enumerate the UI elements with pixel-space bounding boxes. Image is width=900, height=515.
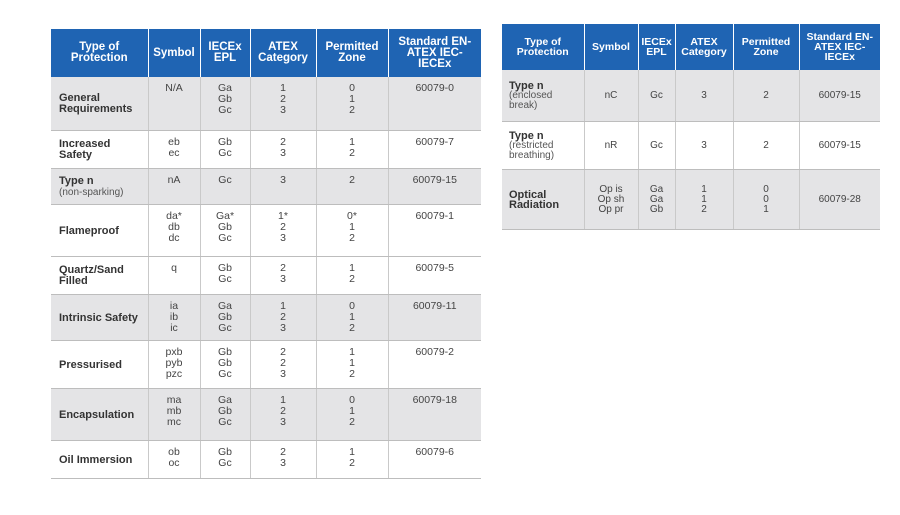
atex-category-cell: [250, 340, 316, 388]
protection-type-name: Encapsulation: [59, 408, 135, 421]
symbol-value: nC: [604, 90, 618, 102]
epl-value: Gb: [217, 356, 232, 369]
permitted-zone-value: 1: [763, 204, 769, 215]
protection-type-cell: [51, 440, 148, 478]
atex-category-cell: [250, 294, 316, 340]
standard-cell: 60079-15: [799, 121, 880, 169]
atex-category-value: 2: [280, 93, 286, 105]
epl-value: Gb: [217, 93, 232, 105]
standard-cell: 60079-2: [388, 340, 481, 388]
protection-type-cell: [502, 169, 584, 229]
symbol-value: db: [168, 220, 180, 233]
symbol-value: ic: [170, 321, 178, 334]
protection-type-name: Type n: [509, 130, 544, 142]
atex-category-value: 1: [280, 82, 286, 94]
header-symbol: Symbol: [584, 24, 638, 70]
epl-value: Gc: [218, 146, 232, 159]
atex-category-value: 3: [280, 173, 286, 186]
protection-type-cell: [502, 121, 584, 169]
protection-types-table: [51, 29, 481, 479]
atex-category-value: 2: [280, 310, 286, 323]
epl-cell: [200, 388, 250, 440]
atex-category-value: 3: [701, 140, 707, 151]
permitted-zone-value: 2: [349, 456, 355, 469]
standard-cell: 60079-28: [799, 169, 880, 229]
permitted-zone-cell: [316, 340, 388, 388]
header-type-of-protection: Type of Protection: [502, 24, 584, 70]
table-row: [502, 70, 880, 121]
epl-cell: [200, 340, 250, 388]
standard-cell: 60079-15: [388, 168, 481, 204]
protection-type-cell: [51, 168, 148, 204]
symbol-value: mb: [166, 404, 182, 417]
epl-value: Gc: [218, 173, 232, 186]
symbol-value: ob: [168, 445, 180, 458]
symbol-value: dc: [168, 231, 180, 244]
permitted-zone-value: 1: [349, 220, 355, 233]
atex-category-value: 3: [280, 321, 286, 334]
symbol-value: q: [171, 261, 177, 274]
symbol-cell: [148, 340, 200, 388]
permitted-zone-value: 0: [349, 82, 355, 94]
protection-type-note: (non-sparking): [59, 187, 124, 198]
protection-type-cell: [51, 340, 148, 388]
permitted-zone-value: 2: [349, 104, 355, 116]
permitted-zone-cell: [733, 121, 799, 169]
symbol-value: pzc: [165, 367, 183, 380]
atex-category-value: 3: [280, 146, 286, 159]
permitted-zone-cell: [316, 77, 388, 130]
epl-cell: [638, 121, 675, 169]
permitted-zone-value: 1: [349, 345, 355, 358]
atex-category-cell: [675, 169, 733, 229]
standard-cell: 60079-18: [388, 388, 481, 440]
atex-category-value: 2: [280, 445, 286, 458]
permitted-zone-value: 2: [763, 140, 769, 151]
standard-cell: 60079-5: [388, 256, 481, 294]
protection-type-name: Intrinsic Safety: [59, 311, 138, 324]
header-permitted-zone: Permitted Zone: [733, 24, 799, 70]
permitted-zone-cell: [316, 168, 388, 204]
atex-category-value: 2: [280, 261, 286, 274]
permitted-zone-value: 1: [349, 261, 355, 274]
atex-category-value: 1*: [278, 209, 288, 222]
protection-type-name: Optical Radiation: [509, 189, 560, 211]
standard-cell: 60079-15: [799, 70, 880, 121]
additional-protection-types-table: [502, 24, 880, 230]
atex-category-value: 2: [280, 356, 286, 369]
protection-type-cell: [51, 256, 148, 294]
symbol-value: ia: [169, 299, 179, 312]
protection-type-name: Oil Immersion: [59, 453, 133, 466]
permitted-zone-cell: [733, 70, 799, 121]
permitted-zone-value: 2: [349, 272, 355, 285]
header-type-of-protection: Type of Protection: [51, 29, 148, 77]
standard-cell: 60079-7: [388, 130, 481, 168]
symbol-cell: [148, 168, 200, 204]
atex-category-cell: [250, 204, 316, 256]
protection-type-cell: [51, 388, 148, 440]
permitted-zone-value: 1: [349, 93, 355, 105]
epl-value: Gb: [217, 135, 232, 148]
symbol-cell: [148, 77, 200, 130]
symbol-value: nR: [604, 140, 618, 151]
standard-cell: 60079-11: [388, 294, 481, 340]
table-header-row: [51, 29, 481, 77]
protection-type-name: Pressurised: [59, 358, 122, 371]
symbol-value: pyb: [165, 356, 183, 369]
table-row: [502, 169, 880, 229]
epl-value: Gb: [217, 345, 232, 358]
table-header-row: [502, 24, 880, 70]
header-standard: Standard EN-ATEX IEC-IECEx: [799, 24, 880, 70]
epl-value: Gb: [217, 261, 232, 274]
epl-value: Gc: [218, 104, 232, 116]
atex-category-cell: [250, 77, 316, 130]
symbol-value: ec: [168, 146, 180, 159]
permitted-zone-cell: [733, 169, 799, 229]
atex-category-value: 2: [280, 404, 286, 417]
epl-value: Ga*: [215, 209, 235, 222]
symbol-value: ib: [169, 310, 179, 323]
symbol-cell: [148, 256, 200, 294]
epl-value: Ga: [217, 393, 232, 406]
epl-value: Ga: [649, 184, 664, 195]
table-row: [502, 121, 880, 169]
header-atex-category: ATEX Category: [250, 29, 316, 77]
atex-category-value: 1: [701, 194, 707, 205]
protection-type-name: Flameproof: [59, 224, 119, 237]
epl-value: Ga: [217, 299, 232, 312]
symbol-value: oc: [168, 456, 180, 469]
table-row: [51, 168, 481, 204]
permitted-zone-value: 2: [349, 415, 355, 428]
header-symbol: Symbol: [148, 29, 200, 77]
protection-type-name: Quartz/Sand Filled: [59, 264, 124, 287]
symbol-cell: [148, 204, 200, 256]
atex-category-cell: [250, 388, 316, 440]
table-row: [51, 294, 481, 340]
atex-category-value: 3: [280, 367, 286, 380]
epl-value: Gc: [650, 90, 663, 102]
table-row: [51, 130, 481, 168]
symbol-value: pxb: [165, 345, 183, 358]
protection-type-name: Type n: [509, 80, 544, 93]
epl-value: Gb: [217, 445, 232, 458]
protection-type-name: Increased Safety: [59, 138, 111, 161]
atex-category-value: 3: [280, 231, 286, 244]
epl-value: Gb: [649, 204, 664, 215]
symbol-value: Op is: [599, 184, 623, 195]
permitted-zone-value: 2: [349, 321, 355, 334]
epl-value: Gb: [217, 220, 232, 233]
atex-category-value: 2: [701, 204, 707, 215]
atex-category-value: 1: [280, 299, 286, 312]
header-iecex-epl: IECEx EPL: [638, 24, 675, 70]
permitted-zone-cell: [316, 130, 388, 168]
table-body: [502, 70, 880, 229]
permitted-zone-value: 0: [763, 194, 769, 205]
header-iecex-epl: IECEx EPL: [200, 29, 250, 77]
permitted-zone-value: 0: [763, 184, 769, 195]
permitted-zone-value: 1: [349, 135, 355, 148]
symbol-cell: [148, 388, 200, 440]
symbol-cell: [148, 440, 200, 478]
permitted-zone-value: 0: [349, 393, 355, 406]
epl-value: Gc: [218, 321, 232, 334]
epl-value: Gc: [218, 415, 232, 428]
permitted-zone-cell: [316, 256, 388, 294]
permitted-zone-cell: [316, 440, 388, 478]
symbol-cell: [584, 169, 638, 229]
atex-category-value: 3: [280, 456, 286, 469]
epl-cell: [200, 168, 250, 204]
atex-category-value: 2: [280, 220, 286, 233]
atex-category-value: 3: [701, 90, 707, 102]
header-atex-category: ATEX Category: [675, 24, 733, 70]
permitted-zone-value: 2: [349, 146, 355, 159]
protection-type-cell: [51, 204, 148, 256]
epl-cell: [200, 130, 250, 168]
table-row: [51, 256, 481, 294]
atex-category-value: 1: [701, 184, 707, 195]
symbol-value: Op sh: [597, 194, 625, 205]
atex-category-cell: [250, 256, 316, 294]
atex-category-cell: [250, 168, 316, 204]
table-row: [51, 340, 481, 388]
epl-value: Gc: [218, 456, 232, 469]
epl-value: Ga: [217, 82, 232, 94]
permitted-zone-cell: [316, 294, 388, 340]
permitted-zone-value: 1: [349, 356, 355, 369]
protection-type-cell: [51, 294, 148, 340]
symbol-cell: [148, 294, 200, 340]
epl-value: Gc: [218, 231, 232, 244]
protection-type-note: (enclosed break): [509, 90, 553, 112]
atex-category-cell: [675, 70, 733, 121]
table-row: [51, 204, 481, 256]
protection-type-cell: [51, 130, 148, 168]
symbol-value: Op pr: [598, 204, 624, 215]
epl-cell: [200, 440, 250, 478]
epl-cell: [638, 70, 675, 121]
atex-category-value: 2: [280, 135, 286, 148]
permitted-zone-cell: [316, 388, 388, 440]
epl-cell: [200, 204, 250, 256]
permitted-zone-value: 0*: [347, 209, 357, 222]
standard-cell: 60079-1: [388, 204, 481, 256]
header-standard: Standard EN-ATEX IEC-IECEx: [388, 29, 481, 77]
protection-type-note: (restricted breathing): [509, 140, 555, 161]
table-body: [51, 77, 481, 478]
symbol-value: nA: [167, 173, 181, 186]
symbol-value: da*: [166, 209, 182, 222]
atex-category-value: 3: [280, 104, 286, 116]
protection-type-cell: [51, 77, 148, 130]
epl-value: Gb: [217, 310, 232, 323]
permitted-zone-value: 0: [349, 299, 355, 312]
atex-category-value: 2: [280, 345, 286, 358]
permitted-zone-value: 2: [349, 367, 355, 380]
epl-value: Ga: [649, 194, 664, 205]
atex-category-value: 3: [280, 415, 286, 428]
symbol-cell: [584, 70, 638, 121]
atex-category-value: 1: [280, 393, 286, 406]
epl-value: Gc: [650, 140, 663, 151]
symbol-value: eb: [168, 135, 180, 148]
symbol-cell: [584, 121, 638, 169]
table-row: [51, 77, 481, 130]
table-row: [51, 440, 481, 478]
permitted-zone-value: 1: [349, 310, 355, 323]
permitted-zone-value: 1: [349, 445, 355, 458]
protection-type-cell: [502, 70, 584, 121]
epl-value: Gc: [218, 367, 232, 380]
epl-value: Gc: [218, 272, 232, 285]
permitted-zone-cell: [316, 204, 388, 256]
standard-cell: 60079-0: [388, 77, 481, 130]
protection-type-name: Type n: [59, 175, 94, 187]
epl-value: Gb: [217, 404, 232, 417]
epl-cell: [200, 256, 250, 294]
permitted-zone-value: 2: [349, 231, 355, 244]
symbol-cell: [148, 130, 200, 168]
permitted-zone-value: 2: [763, 90, 769, 102]
epl-cell: [200, 77, 250, 130]
atex-category-cell: [250, 440, 316, 478]
atex-category-value: 3: [280, 272, 286, 285]
symbol-value: ma: [166, 393, 182, 406]
epl-cell: [200, 294, 250, 340]
permitted-zone-value: 2: [349, 173, 355, 186]
standard-cell: 60079-6: [388, 440, 481, 478]
symbol-value: N/A: [165, 82, 183, 94]
atex-category-cell: [675, 121, 733, 169]
protection-type-name: General Requirements: [59, 92, 133, 116]
symbol-value: mc: [167, 415, 181, 428]
permitted-zone-value: 1: [349, 404, 355, 417]
epl-cell: [638, 169, 675, 229]
header-permitted-zone: Permitted Zone: [316, 29, 388, 77]
atex-category-cell: [250, 130, 316, 168]
table-row: [51, 388, 481, 440]
